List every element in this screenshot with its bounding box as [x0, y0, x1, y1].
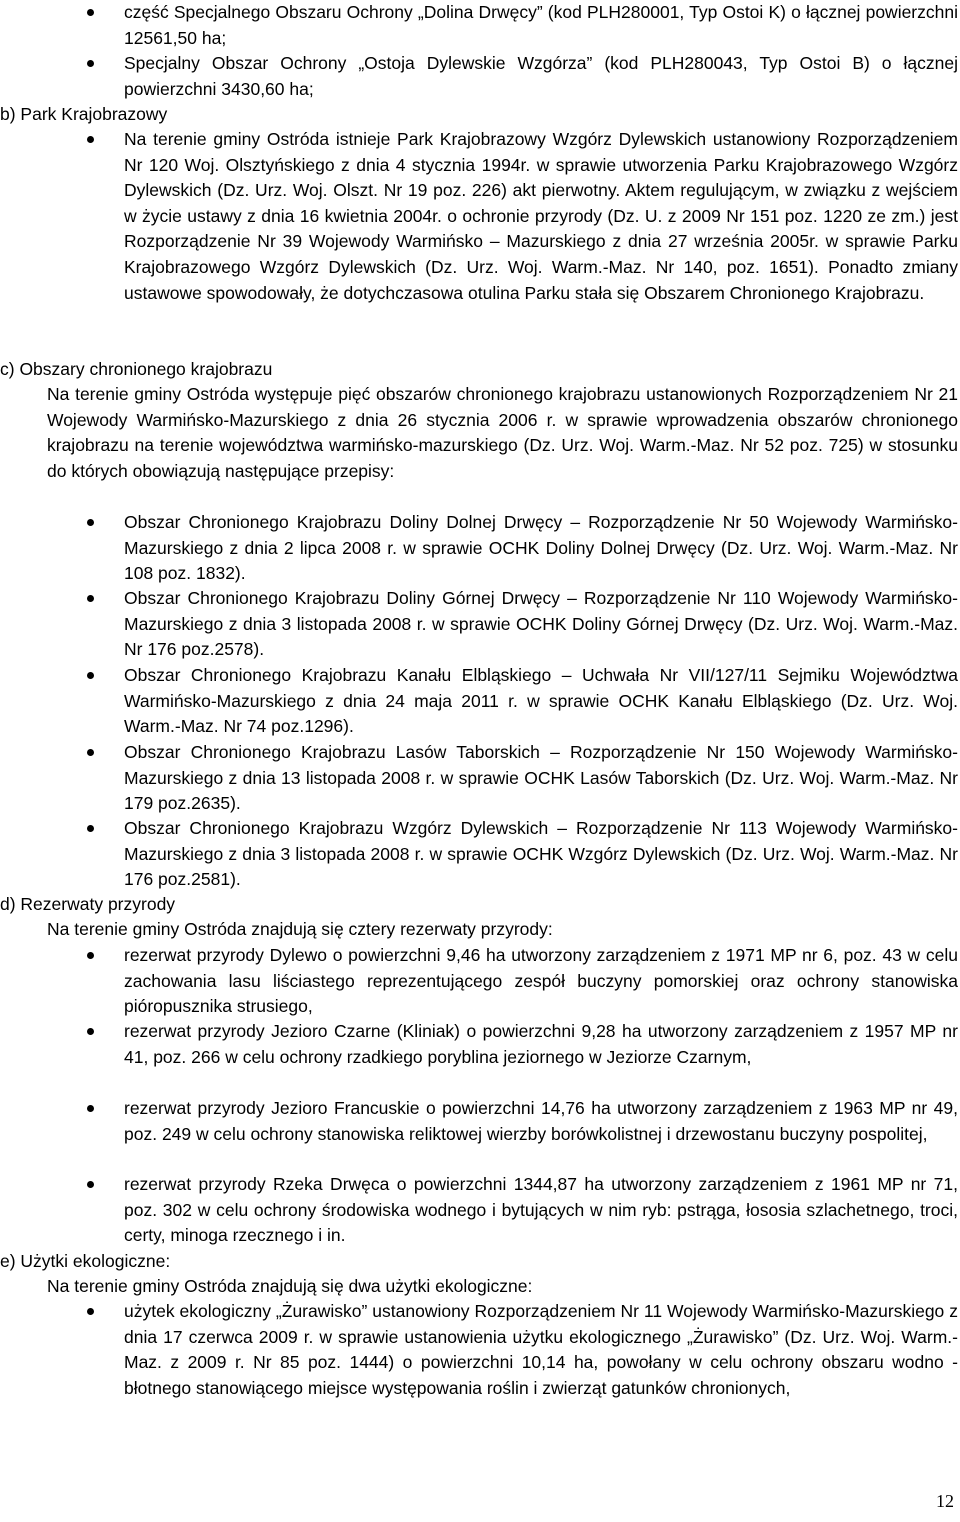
section-title-ochk: c) Obszary chronionego krajobrazu: [0, 359, 273, 379]
section-intro: Na terenie gminy Ostróda występuje pięć obszarów chronionego krajobrazu ustanowionych Rozporządzeniem Nr 21 Wojewody Warmińsko-Mazurskiego z dnia 26 stycznia 2006 r. w sprawie wprowadzenia obszarów chronionego krajobrazu na terenie województwa warmińsko-mazurskiego (Dz. Urz. Woj. Warm.-Maz. Nr 52 poz. 725) w stosunku do których obowiązują następujące przepisy:: [47, 384, 958, 481]
list-item: Obszar Chronionego Krajobrazu Kanału Elbląskiego – Uchwała Nr VII/127/11 Sejmiku Województwa Warmińsko-Mazurskiego z dnia 24 maja 2011 r. w sprawie OCHK Kanału Elbląskiego (Dz. Urz. Woj. Warm.-Maz. Nr 74 poz.1296).: [124, 663, 958, 740]
section-intro: Na terenie gminy Ostróda znajdują się cztery rezerwaty przyrody:: [47, 919, 553, 939]
list-item: Obszar Chronionego Krajobrazu Doliny Górnej Drwęcy – Rozporządzenie Nr 110 Wojewody Warmińsko-Mazurskiego z dnia 3 listopada 2008 r. w sprawie OCHK Doliny Górnej Drwęcy (Dz. Urz. Woj. Warm.-Maz. Nr 176 poz.2578).: [124, 586, 958, 663]
section-title-uzytki: e) Użytki ekologiczne:: [0, 1251, 171, 1271]
list-item: rezerwat przyrody Jezioro Francuskie o powierzchni 14,76 ha utworzony zarządzeniem z 1963 MP nr 49, poz. 249 w celu ochrony stanowiska reliktowej wierzby borówkolistnej i drzewostanu buczyny pospolitej,: [124, 1096, 958, 1147]
list-item: Obszar Chronionego Krajobrazu Doliny Dolnej Drwęcy – Rozporządzenie Nr 50 Wojewody Warmińsko-Mazurskiego z dnia 2 lipca 2008 r. w sprawie OCHK Doliny Dolnej Drwęcy (Dz. Urz. Woj. Warm.-Maz. Nr 108 poz. 1832).: [124, 510, 958, 587]
list-item: użytek ekologiczny „Żurawisko” ustanowiony Rozporządzeniem Nr 11 Wojewody Warmińsko-Mazurskiego z dnia 17 czerwca 2009 r. w sprawie ustanowienia użytku ekologicznego „Żurawisko” (Dz. Urz. Woj. Warm.-Maz. z 2009 r. Nr 85 poz. 1444) o powierzchni 10,14 ha, powołany w celu ochrony obszaru wodno - błotnego stanowiącego miejsce występowania roślin i zwierząt gatunków chronionych,: [124, 1299, 958, 1401]
section-title-rezerwaty: d) Rezerwaty przyrody: [0, 894, 176, 914]
list-item: rezerwat przyrody Jezioro Czarne (Kliniak) o powierzchni 9,28 ha utworzony zarządzeniem z 1957 MP nr 41, poz. 266 w celu ochrony rzadkiego poryblina jeziornego w Jeziorze Czarnym,: [124, 1019, 958, 1070]
list-item: rezerwat przyrody Rzeka Drwęca o powierzchni 1344,87 ha utworzony zarządzeniem z 1961 MP nr 71, poz. 302 w celu ochrony środowiska wodnego i bytujących w nim ryb: pstrąga, łososia szlachetnego, troci, certy, minoga rzecznego i in.: [124, 1172, 958, 1249]
list-item: Na terenie gminy Ostróda istnieje Park Krajobrazowy Wzgórz Dylewskich ustanowiony Rozporządzeniem Nr 120 Woj. Olsztyńskiego z dnia 4 stycznia 1994r. w sprawie utworzenia Parku Krajobrazowego Wzgórz Dylewskich (Dz. Urz. Woj. Olszt. Nr 19 poz. 226) akt pierwotny. Aktem regulującym, w związku z wejściem w życie ustawy z dnia 16 kwietnia 2004r. o ochronie przyrody (Dz. U. z 2009 Nr 151 poz. 1220 ze zm.) jest Rozporządzenie Nr 39 Wojewody Warmińsko – Mazurskiego z dnia 27 września 2005r. w sprawie Parku Krajobrazowego Wzgórz Dylewskich (Dz. Urz. Woj. Warm.-Maz. Nr 140, poz. 1651). Ponadto zmiany ustawowe spowodowały, że dotychczasowa otulina Parku stała się Obszarem Chronionego Krajobrazu.: [124, 127, 958, 306]
list-item: część Specjalnego Obszaru Ochrony „Dolina Drwęcy” (kod PLH280001, Typ Ostoi K) o łącznej powierzchni 12561,50 ha;: [124, 0, 958, 51]
page-number: 12: [936, 1491, 954, 1511]
list-item: Specjalny Obszar Ochrony „Ostoja Dylewskie Wzgórza” (kod PLH280043, Typ Ostoi B) o łącznej powierzchni 3430,60 ha;: [124, 51, 958, 102]
list-item: Obszar Chronionego Krajobrazu Lasów Taborskich – Rozporządzenie Nr 150 Wojewody Warmińsko-Mazurskiego z dnia 13 listopada 2008 r. w sprawie OCHK Lasów Taborskich (Dz. Urz. Woj. Warm.-Maz. Nr 179 poz.2635).: [124, 740, 958, 817]
list-item: Obszar Chronionego Krajobrazu Wzgórz Dylewskich – Rozporządzenie Nr 113 Wojewody Warmińsko-Mazurskiego z dnia 3 listopada 2008 r. w sprawie OCHK Wzgórz Dylewskich (Dz. Urz. Woj. Warm.-Maz. Nr 176 poz.2581).: [124, 816, 958, 893]
section-intro: Na terenie gminy Ostróda znajdują się dwa użytki ekologiczne:: [47, 1276, 533, 1296]
section-title-park: b) Park Krajobrazowy: [0, 104, 168, 124]
list-item: rezerwat przyrody Dylewo o powierzchni 9,46 ha utworzony zarządzeniem z 1971 MP nr 6, poz. 43 w celu zachowania lasu liściastego reprezentującego zespół buczyny pomorskiej oraz ochrony stanowiska pióropusznika strusiego,: [124, 943, 958, 1020]
